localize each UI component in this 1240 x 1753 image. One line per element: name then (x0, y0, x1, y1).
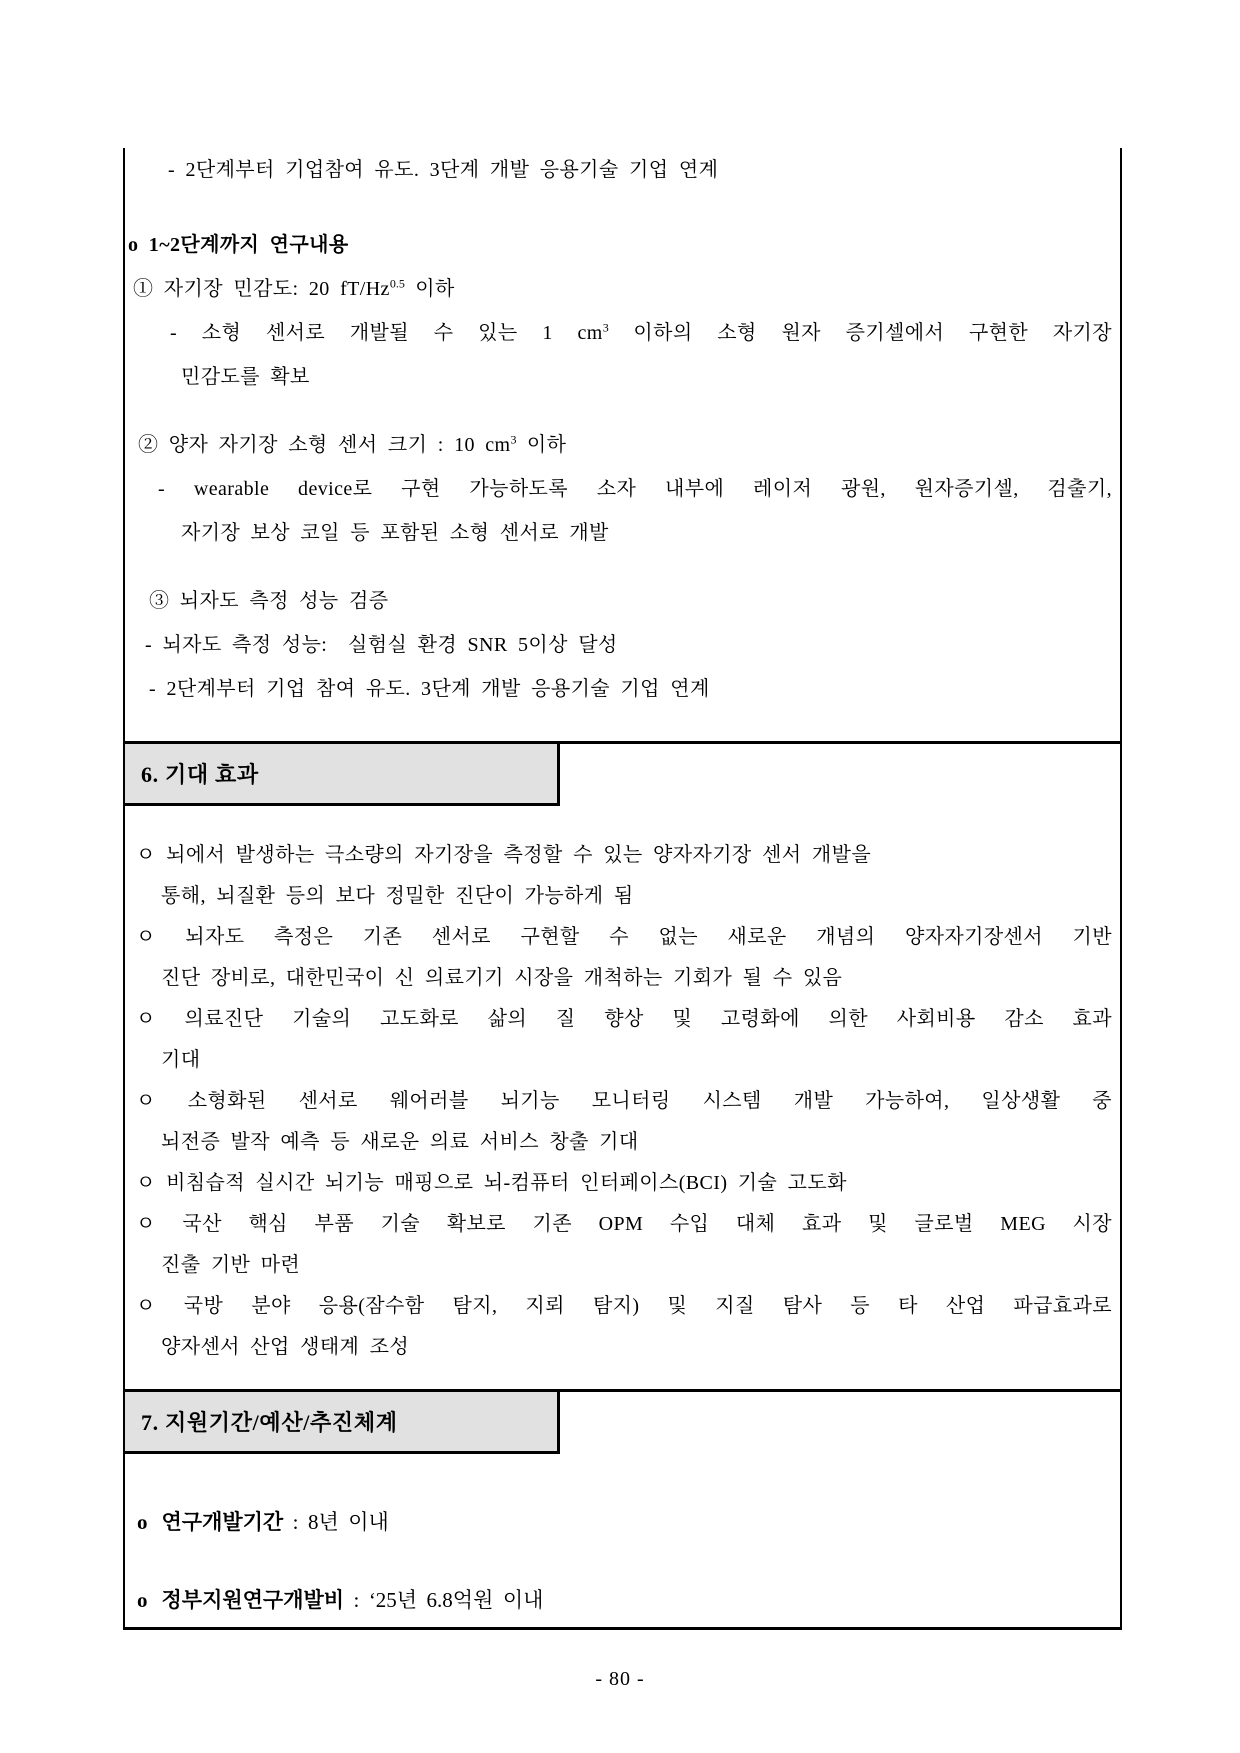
expected-effect-line: 진출 기반 마련 (161, 1254, 301, 1276)
section-7-header-cell (125, 1392, 560, 1454)
expected-effect-line: 뇌전증 발작 예측 등 새로운 의료 서비스 창출 기대 (161, 1131, 639, 1153)
section-6-title: 6. 기대 효과 (141, 762, 259, 787)
item-1-text: ① 자기장 민감도: 20 fT/Hz (133, 278, 390, 300)
item-3-sub-line-1: - 뇌자도 측정 성능: 실험실 환경 SNR 5이상 달성 (145, 634, 618, 656)
expected-effect-line: 통해, 뇌질환 등의 보다 정밀한 진단이 가능하게 됨 (161, 885, 634, 907)
item-2-size-line (125, 423, 1120, 467)
item-2-text: ② 양자 자기장 소형 센서 크기 : 10 cm (138, 434, 511, 456)
item-2-suffix: 이하 (516, 434, 567, 456)
item-1-suffix: 이하 (404, 278, 455, 300)
bullet-marker: o (137, 1588, 148, 1612)
item-3-sub-line-2: - 2단계부터 기업 참여 유도. 3단계 개발 응용기술 기업 연계 (149, 678, 710, 700)
expected-effect-line: 양자센서 산업 생태계 조성 (161, 1336, 410, 1358)
expected-effect-line: ㅇ 비침습적 실시간 뇌기능 매핑으로 뇌-컴퓨터 인터페이스(BCI) 기술 고도화 (136, 1172, 847, 1194)
rnd-period-value: : 8년 이내 (283, 1510, 389, 1534)
item-2-sub-continuation: 자기장 보상 코일 등 포함된 소형 센서로 개발 (181, 522, 609, 544)
section-6-header-cell (125, 744, 560, 806)
item-1-sub-text: - 소형 센서로 개발될 수 있는 1 cm (170, 322, 603, 344)
section-7-body (125, 1500, 1120, 1622)
rnd-period-row (125, 1500, 1120, 1544)
item-1-sub-superscript: 3 (602, 320, 609, 335)
section-6-header-row (125, 741, 1120, 806)
section-7-header-row (125, 1389, 1120, 1454)
section-7-title: 7. 지원기간/예산/추진체계 (141, 1410, 398, 1435)
government-budget-value: : ‘25년 6.8억원 이내 (344, 1588, 544, 1612)
content-box (123, 148, 1122, 1630)
expected-effect-line: ㅇ 국방 분야 응용(잠수함 탐지, 지뢰 탐지) 및 지질 탐사 등 타 산업 파급효과로 (136, 1295, 1112, 1317)
stage-linkage-line: - 2단계부터 기업참여 유도. 3단계 개발 응용기술 기업 연계 (168, 159, 719, 181)
expected-effect-line: ㅇ 의료진단 기술의 고도화로 삶의 질 향상 및 고령화에 의한 사회비용 감소 효과 (136, 1008, 1112, 1030)
rnd-period-label: 연구개발기간 (161, 1510, 284, 1534)
item-2-sub-line: - wearable device로 구현 가능하도록 소자 내부에 레이저 광원, 원자증기셀, 검출기, (158, 478, 1112, 500)
section-6-body (125, 835, 1120, 1368)
research-content-heading: o 1~2단계까지 연구내용 (128, 234, 349, 256)
expected-effect-line: ㅇ 국산 핵심 부품 기술 확보로 기존 OPM 수입 대체 효과 및 글로벌 MEG 시장 (136, 1213, 1112, 1235)
item-1-sensitivity-line (125, 267, 1120, 311)
expected-effect-line: ㅇ 소형화된 센서로 웨어러블 뇌기능 모니터링 시스템 개발 가능하여, 일상생활 중 (136, 1090, 1112, 1112)
expected-effect-line: ㅇ 뇌에서 발생하는 극소량의 자기장을 측정할 수 있는 양자자기장 센서 개발을 (136, 844, 872, 866)
expected-effect-line: 진단 장비로, 대한민국이 신 의료기기 시장을 개척하는 기회가 될 수 있음 (161, 967, 843, 989)
expected-effect-line: ㅇ 뇌자도 측정은 기존 센서로 구현할 수 없는 새로운 개념의 양자자기장센서 기반 (136, 926, 1112, 948)
item-1-superscript: 0.5 (389, 276, 405, 291)
bullet-marker: o (137, 1510, 148, 1534)
item-2-superscript: 3 (510, 432, 517, 447)
item-1-sub-line (125, 311, 1120, 355)
page-number: - 80 - (595, 1668, 645, 1690)
government-budget-row (125, 1578, 1120, 1622)
expected-effect-line: 기대 (161, 1049, 201, 1071)
item-3-verification-line: ③ 뇌자도 측정 성능 검증 (149, 590, 389, 612)
government-budget-label: 정부지원연구개발비 (161, 1588, 345, 1612)
item-1-sub-suffix: 이하의 소형 원자 증기셀에서 구현한 자기장 (608, 322, 1112, 344)
item-1-sub-continuation: 민감도를 확보 (181, 366, 310, 388)
